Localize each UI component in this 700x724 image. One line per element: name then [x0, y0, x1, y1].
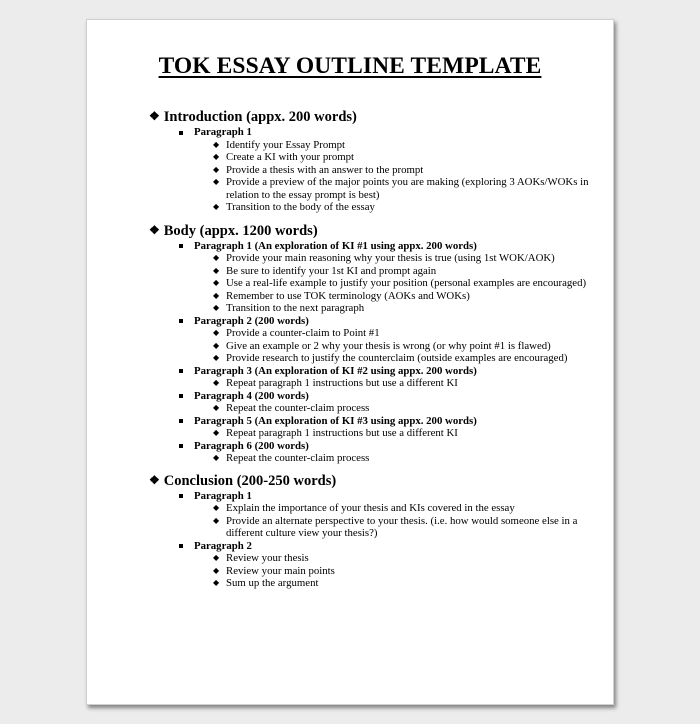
list-item: [213, 176, 599, 201]
diamond-bullet-icon: ◆: [213, 303, 220, 312]
document-page: [86, 19, 614, 705]
list-item-text: Review your main points: [226, 564, 335, 577]
diamond-bullet-icon: ◆: [213, 202, 220, 211]
diamond-bullet-icon: ◆: [213, 453, 220, 462]
diamond-bullet-icon: ◆: [213, 340, 220, 350]
diamond-bullet-icon: ◆: [213, 265, 220, 275]
list-item-text: Provide research to justify the counterclaim (outside examples are encouraged): [226, 352, 568, 364]
section-heading: [149, 223, 599, 240]
four-diamond-bullet-icon: ❖: [149, 109, 160, 123]
list-item-text: Repeat paragraph 1 instructions but use a different KI: [226, 377, 458, 389]
paragraph-block: [149, 440, 599, 465]
list-item: [213, 577, 599, 590]
item-list: [194, 402, 599, 415]
list-item-text: Remember to use TOK terminology (AOKs and WOKs): [226, 289, 470, 302]
diamond-bullet-icon: ◆: [213, 565, 220, 575]
section-heading-text: Body (appx. 1200 words): [163, 222, 318, 239]
list-item-text: Review your thesis: [226, 552, 309, 564]
item-list: [194, 377, 599, 390]
diamond-bullet-icon: ◆: [213, 403, 220, 412]
list-item: [213, 452, 599, 465]
outline-section: [149, 109, 599, 214]
list-item-text: Use a real-life example to justify your position (personal examples are encouraged): [226, 277, 587, 289]
paragraph-label: Paragraph 1 (An exploration of KI #1 using appx. 200 words): [194, 240, 599, 253]
outline-content: [149, 109, 599, 590]
item-list: [194, 552, 599, 590]
diamond-bullet-icon: ◆: [213, 503, 220, 512]
paragraph-block: [149, 540, 599, 590]
list-item: [213, 352, 599, 365]
diamond-bullet-icon: ◆: [213, 428, 220, 437]
item-list: [194, 502, 599, 540]
four-diamond-bullet-icon: ❖: [149, 472, 160, 487]
paragraph-label: Paragraph 4 (200 words): [194, 390, 599, 403]
diamond-bullet-icon: ◆: [213, 152, 220, 161]
list-item: [213, 564, 599, 578]
four-diamond-bullet-icon: ❖: [149, 222, 160, 237]
paragraph-label: Paragraph 3 (An exploration of KI #2 using appx. 200 words): [194, 365, 599, 378]
paragraph-block: [149, 415, 599, 440]
item-list: [194, 452, 599, 465]
list-item: [213, 514, 599, 540]
item-list: [194, 252, 599, 315]
section-heading-text: Introduction (appx. 200 words): [163, 109, 357, 125]
list-item-text: Provide a thesis with an answer to the prompt: [226, 163, 424, 176]
list-item-text: Repeat paragraph 1 instructions but use a different KI: [226, 427, 458, 439]
diamond-bullet-icon: ◆: [213, 515, 220, 525]
paragraph-label: Paragraph 2: [194, 540, 599, 553]
diamond-bullet-icon: ◆: [213, 139, 220, 149]
paragraph-block: [149, 390, 599, 415]
list-item-text: Explain the importance of your thesis and KIs covered in the essay: [226, 502, 515, 514]
section-heading: [149, 473, 599, 490]
list-item: [213, 302, 599, 315]
section-heading-text: Conclusion (200-250 words): [163, 472, 337, 489]
paragraph-label: Paragraph 5 (An exploration of KI #3 using appx. 200 words): [194, 415, 599, 428]
paragraph-block: [149, 126, 599, 214]
diamond-bullet-icon: ◆: [213, 253, 220, 262]
item-list: [194, 139, 599, 214]
list-item: [213, 427, 599, 440]
diamond-bullet-icon: ◆: [213, 290, 220, 300]
diamond-bullet-icon: ◆: [213, 177, 220, 186]
list-item: [213, 138, 599, 152]
list-item-text: Provide your main reasoning why your thesis is true (using 1st WOK/AOK): [226, 252, 555, 264]
item-list: [194, 427, 599, 440]
diamond-bullet-icon: ◆: [213, 278, 220, 287]
list-item-text: Repeat the counter-claim process: [226, 452, 370, 464]
paragraph-block: [149, 490, 599, 540]
list-item-text: Create a KI with your prompt: [226, 151, 355, 163]
outline-section: [149, 473, 599, 590]
diamond-bullet-icon: ◆: [213, 164, 220, 174]
paragraph-label: Paragraph 2 (200 words): [194, 315, 599, 328]
list-item-text: Be sure to identify your 1st KI and prompt again: [226, 264, 437, 277]
document-title: TOK ESSAY OUTLINE TEMPLATE: [158, 53, 542, 79]
list-item-text: Transition to the next paragraph: [226, 302, 365, 314]
diamond-bullet-icon: ◆: [213, 353, 220, 362]
list-item-text: Give an example or 2 why your thesis is wrong (or why point #1 is flawed): [226, 339, 551, 352]
diamond-bullet-icon: ◆: [213, 378, 220, 387]
list-item: [213, 339, 599, 353]
diamond-bullet-icon: ◆: [213, 553, 220, 562]
list-item: [213, 552, 599, 565]
list-item: [213, 163, 599, 177]
diamond-bullet-icon: ◆: [213, 328, 220, 337]
list-item: [213, 289, 599, 303]
paragraph-label: Paragraph 1: [194, 126, 599, 139]
paragraph-block: [149, 315, 599, 365]
paragraph-block: [149, 365, 599, 390]
list-item: [213, 252, 599, 265]
list-item-text: Sum up the argument: [226, 577, 319, 589]
list-item: [213, 264, 599, 278]
list-item: [213, 502, 599, 515]
paragraph-label: Paragraph 1: [194, 490, 599, 503]
list-item-text: Identify your Essay Prompt: [226, 138, 346, 151]
list-item: [213, 402, 599, 415]
list-item: [213, 201, 599, 214]
item-list: [194, 327, 599, 365]
outline-section: [149, 223, 599, 465]
list-item-text: Provide an alternate perspective to your thesis. (i.e. how would someone else in a different culture view your thesis?): [226, 514, 578, 539]
list-item-text: Provide a preview of the major points you are making (exploring 3 AOKs/WOKs in relation to the essay prompt is best): [226, 176, 589, 201]
section-heading: [149, 109, 599, 126]
diamond-bullet-icon: ◆: [213, 578, 220, 587]
list-item-text: Transition to the body of the essay: [226, 201, 375, 213]
paragraph-label: Paragraph 6 (200 words): [194, 440, 599, 453]
list-item: [213, 377, 599, 390]
list-item: [213, 277, 599, 290]
list-item-text: Repeat the counter-claim process: [226, 402, 370, 414]
paragraph-block: [149, 240, 599, 315]
list-item: [213, 151, 599, 164]
list-item: [213, 327, 599, 340]
list-item-text: Provide a counter-claim to Point #1: [226, 327, 380, 339]
